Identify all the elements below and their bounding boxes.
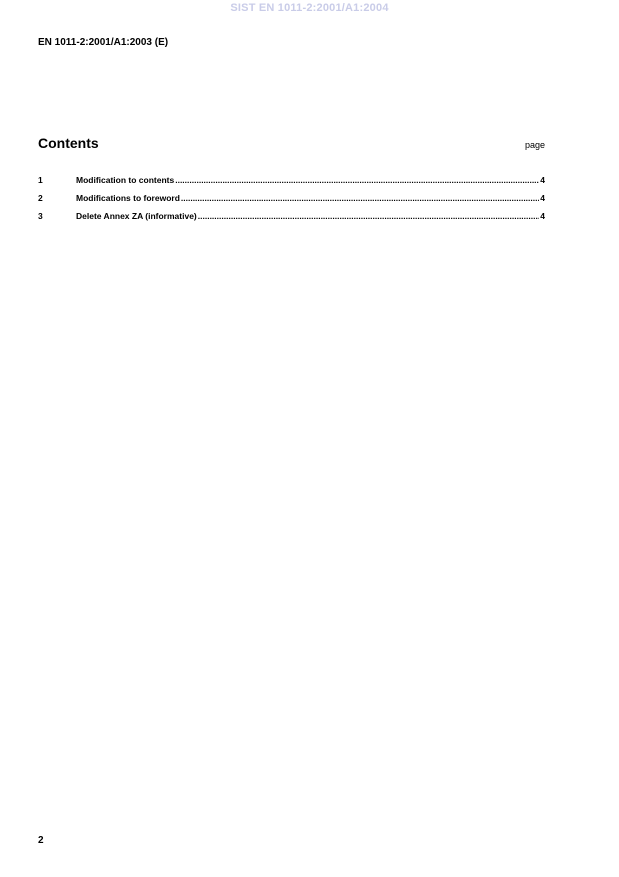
toc-entry-number: 1 xyxy=(38,175,43,185)
toc-entry-title: Delete Annex ZA (informative) xyxy=(76,211,197,221)
toc-entry-page: 4 xyxy=(540,193,545,203)
document-id: EN 1011-2:2001/A1:2003 (E) xyxy=(38,37,169,48)
toc-entry-page: 4 xyxy=(540,175,545,185)
toc-entry-number: 3 xyxy=(38,211,43,221)
toc-entry[interactable] xyxy=(38,211,545,229)
toc-entry-page: 4 xyxy=(540,211,545,221)
toc-leader-dots xyxy=(175,175,539,185)
toc-leader-dots xyxy=(181,193,539,203)
toc-entry-title: Modifications to foreword xyxy=(76,193,180,203)
watermark: SIST EN 1011-2:2001/A1:2004 xyxy=(230,2,389,14)
contents-heading: Contents xyxy=(38,135,99,151)
page-column-label: page xyxy=(524,140,545,150)
toc-entry[interactable] xyxy=(38,193,545,211)
toc-entry-title: Modification to contents xyxy=(76,175,175,185)
page-number: 2 xyxy=(38,835,44,846)
table-of-contents xyxy=(38,175,545,229)
toc-leader-dots xyxy=(198,211,540,221)
toc-entry-number: 2 xyxy=(38,193,43,203)
toc-entry[interactable] xyxy=(38,175,545,193)
